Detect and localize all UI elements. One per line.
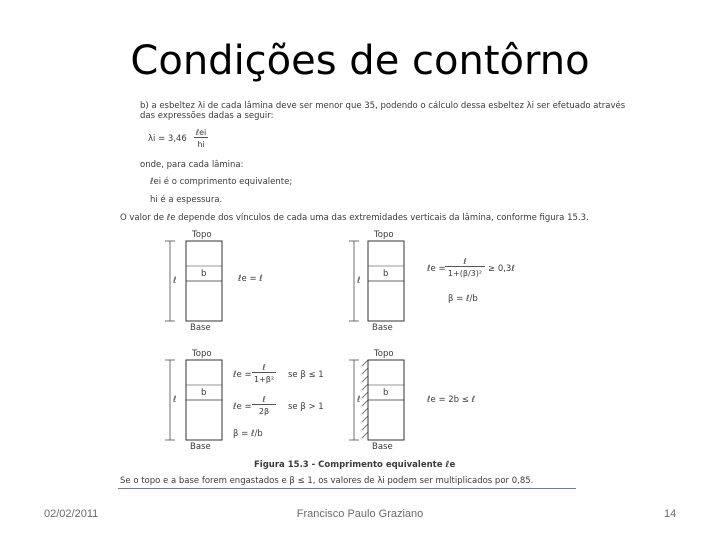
label-base: Base	[372, 323, 393, 333]
label-topo: Topo	[374, 349, 394, 359]
equation-text: β = ℓ/b	[233, 429, 263, 439]
definition-text: ℓei é o comprimento equivalente;	[150, 177, 293, 187]
equation-denominator: 1+β²	[253, 375, 275, 384]
equation-text: ℓe =	[233, 402, 252, 412]
footer-author: Francisco Paulo Graziano	[296, 508, 424, 520]
support-diagrams	[118, 98, 578, 490]
label-ell: ℓ	[173, 395, 177, 405]
equation-text: ℓe =	[233, 370, 252, 380]
hatch-icon	[362, 360, 368, 438]
paragraph-text: das expressões dadas a seguir:	[140, 111, 274, 121]
label-b: b	[383, 269, 389, 279]
label-topo: Topo	[192, 230, 212, 240]
footer-date: 02/02/2011	[44, 508, 99, 520]
equation-text: ℓe =	[427, 264, 446, 274]
paragraph-text: onde, para cada lâmina:	[140, 160, 244, 170]
label-b: b	[201, 388, 207, 398]
label-topo: Topo	[374, 230, 394, 240]
equation-text: β = ℓ/b	[448, 294, 478, 304]
equation-numerator: ℓ	[252, 395, 276, 405]
equation-denominator: 2β	[258, 407, 270, 416]
formula-denominator: hi	[197, 140, 205, 149]
paragraph-text: b) a esbeltez λi de cada lâmina deve ser menor que 35, podendo o cálculo dessa esbeltez λi ser efetuado através	[140, 101, 626, 111]
label-base: Base	[190, 442, 211, 452]
condition-text: se β ≤ 1	[288, 370, 324, 380]
label-ell: ℓ	[357, 276, 361, 286]
label-ell: ℓ	[357, 395, 361, 405]
equation-text: ℓe = 2b ≤ ℓ	[427, 395, 476, 405]
figure-caption: Figura 15.3 - Comprimento equivalente ℓe	[254, 460, 456, 470]
figure-image	[118, 98, 626, 490]
definition-text: hi é a espessura.	[150, 195, 223, 205]
equation-text: ≥ 0,3ℓ	[488, 264, 515, 274]
label-base: Base	[190, 323, 211, 333]
equation-denominator: 1+(β/3)²	[447, 269, 483, 278]
equation-text: ℓe = ℓ	[238, 274, 263, 284]
label-b: b	[383, 388, 389, 398]
note-text: Se o topo e a base forem engastados e β ≤ 1, os valores de λi podem ser multiplicados por 0,85.	[120, 476, 534, 486]
paragraph-text: O valor de ℓe depende dos vínculos de cada uma das extremidades verticais da lâmina, conforme figura 15.3.	[120, 213, 589, 223]
label-topo: Topo	[192, 349, 212, 359]
formula-numerator: ℓei	[195, 128, 207, 137]
formula-lambda: λi = 3,46	[148, 134, 187, 144]
label-ell: ℓ	[173, 276, 177, 286]
slide-title: Condições de contôrno	[130, 38, 590, 84]
label-b: b	[201, 269, 207, 279]
equation-numerator: ℓ	[252, 363, 276, 373]
footer-page-number: 14	[664, 508, 677, 520]
label-base: Base	[372, 442, 393, 452]
equation-numerator: ℓ	[445, 257, 485, 267]
divider	[118, 488, 576, 489]
condition-text: se β > 1	[288, 402, 324, 412]
